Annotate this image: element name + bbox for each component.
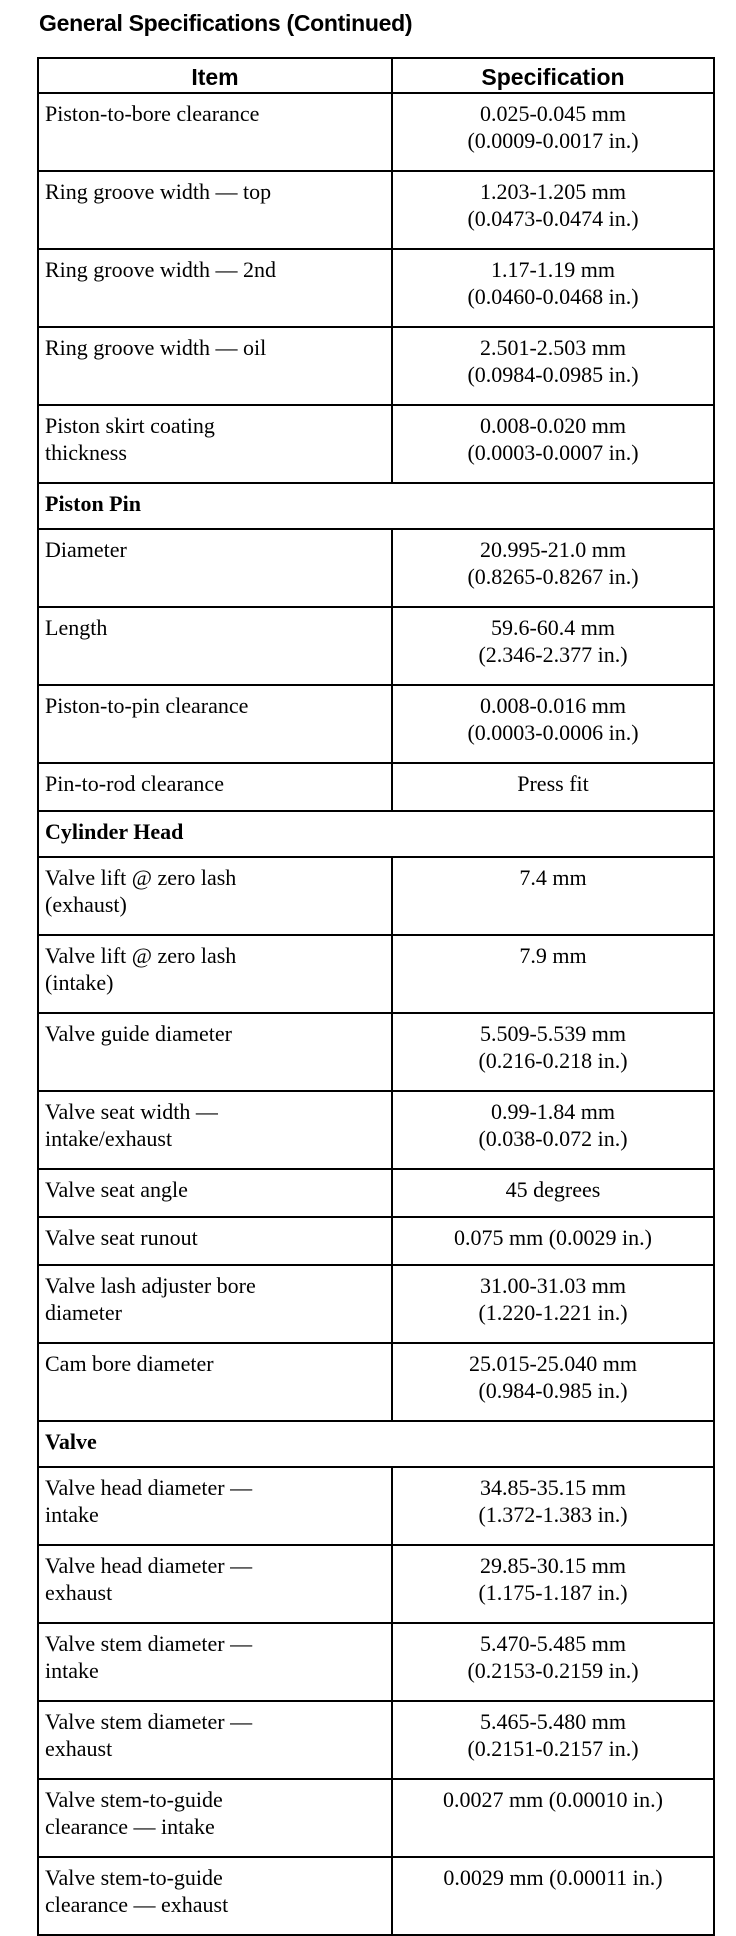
specification-cell (392, 1545, 714, 1623)
specification-cell-line: 1.17-1.19 mm (490, 257, 616, 282)
specification-cell (392, 935, 714, 1013)
specification-cell (392, 405, 714, 483)
specification-cell (392, 1091, 714, 1169)
item-cell-line: Valve lash adjuster bore (45, 1273, 256, 1298)
item-cell-line: Valve seat runout (45, 1225, 198, 1250)
item-cell (38, 935, 392, 1013)
item-cell (38, 1217, 392, 1265)
page-title: General Specifications (Continued) (39, 10, 413, 36)
item-cell (38, 405, 392, 483)
item-cell (38, 1013, 392, 1091)
table-row (38, 1623, 714, 1701)
specification-cell-line: (0.984-0.985 in.) (478, 1378, 628, 1403)
section-title: Valve (38, 1421, 714, 1467)
table-header-row (38, 58, 714, 93)
table-row (38, 1265, 714, 1343)
item-cell-line: Length (45, 615, 108, 640)
specification-cell-line: 0.025-0.045 mm (479, 101, 627, 126)
specification-cell-line: 29.85-30.15 mm (479, 1553, 627, 1578)
item-cell-line: Valve stem-to-guide (45, 1787, 223, 1812)
item-cell (38, 327, 392, 405)
specification-cell-line: 0.0027 mm (0.00010 in.) (443, 1787, 663, 1812)
section-title: Piston Pin (38, 483, 714, 529)
specification-cell-line: (0.0009-0.0017 in.) (467, 128, 639, 153)
item-cell (38, 1169, 392, 1217)
item-cell-line: Valve guide diameter (45, 1021, 232, 1046)
specification-cell-line: (0.2151-0.2157 in.) (467, 1736, 639, 1761)
specification-cell (392, 1857, 714, 1935)
table-row (38, 1779, 714, 1857)
specification-cell (392, 1265, 714, 1343)
specification-cell-line: (0.8265-0.8267 in.) (467, 564, 639, 589)
item-cell-line: (exhaust) (45, 892, 127, 917)
specification-cell-line: 20.995-21.0 mm (479, 537, 627, 562)
table-row (38, 857, 714, 935)
specification-cell-line: (0.0473-0.0474 in.) (467, 206, 639, 231)
specification-cell-line: 5.509-5.539 mm (479, 1021, 627, 1046)
specification-cell-line: 0.075 mm (0.0029 in.) (454, 1225, 652, 1250)
item-cell (38, 1467, 392, 1545)
item-cell-line: thickness (45, 440, 127, 465)
specification-cell (392, 93, 714, 171)
specification-cell-line: 7.9 mm (519, 943, 587, 968)
specification-cell-line: (0.038-0.072 in.) (478, 1126, 628, 1151)
specification-cell-line: Press fit (517, 771, 589, 796)
specification-cell-line: (2.346-2.377 in.) (478, 642, 628, 667)
specification-cell-line: 31.00-31.03 mm (479, 1273, 627, 1298)
table-row (38, 763, 714, 811)
item-cell-line: Valve stem diameter — (45, 1709, 253, 1734)
item-cell (38, 763, 392, 811)
table-row (38, 327, 714, 405)
specification-cell (392, 1467, 714, 1545)
item-cell-line: Valve stem-to-guide (45, 1865, 223, 1890)
specification-cell-line: 45 degrees (505, 1177, 601, 1202)
item-cell-line: Ring groove width — top (45, 179, 272, 204)
table-row (38, 405, 714, 483)
specification-cell-line: (0.0984-0.0985 in.) (467, 362, 639, 387)
specification-cell (392, 763, 714, 811)
specification-cell-line: 34.85-35.15 mm (479, 1475, 627, 1500)
item-cell-line: Ring groove width — oil (45, 335, 267, 360)
specification-cell (392, 1701, 714, 1779)
specification-cell (392, 857, 714, 935)
table-row (38, 607, 714, 685)
specification-cell (392, 1013, 714, 1091)
item-cell (38, 1545, 392, 1623)
item-cell (38, 529, 392, 607)
specification-cell-line: 7.4 mm (519, 865, 587, 890)
table-row (38, 1701, 714, 1779)
item-cell (38, 607, 392, 685)
specification-cell-line: (1.175-1.187 in.) (478, 1580, 628, 1605)
specification-cell-line: (0.0003-0.0006 in.) (467, 720, 639, 745)
specification-cell (392, 1343, 714, 1421)
item-cell-line: Piston-to-pin clearance (45, 693, 249, 718)
table-row (38, 1343, 714, 1421)
item-cell (38, 1701, 392, 1779)
item-cell (38, 1265, 392, 1343)
specification-cell (392, 171, 714, 249)
specification-cell (392, 327, 714, 405)
item-cell-line: exhaust (45, 1736, 113, 1761)
table-row (38, 1169, 714, 1217)
item-cell-line: exhaust (45, 1580, 113, 1605)
item-cell (38, 685, 392, 763)
item-cell-line: intake (45, 1658, 99, 1683)
item-cell-line: Cam bore diameter (45, 1351, 214, 1376)
item-cell (38, 1857, 392, 1935)
specification-cell-line: 2.501-2.503 mm (479, 335, 627, 360)
item-cell (38, 857, 392, 935)
item-cell (38, 171, 392, 249)
specifications-table (37, 57, 715, 1936)
specification-cell-line: (0.0460-0.0468 in.) (467, 284, 639, 309)
table-row (38, 529, 714, 607)
table-row (38, 1217, 714, 1265)
item-cell-line: Valve seat width — (45, 1099, 218, 1124)
specification-cell-line: (0.2153-0.2159 in.) (467, 1658, 639, 1683)
section-header-row (38, 483, 714, 529)
specification-cell-line: (0.216-0.218 in.) (478, 1048, 628, 1073)
table-row (38, 249, 714, 327)
table-row (38, 1545, 714, 1623)
specification-cell-line: 5.470-5.485 mm (479, 1631, 627, 1656)
specification-cell-line: 1.203-1.205 mm (479, 179, 627, 204)
item-cell-line: Piston-to-bore clearance (45, 101, 260, 126)
item-cell-line: Piston skirt coating (45, 413, 215, 438)
item-cell-line: Valve lift @ zero lash (45, 943, 237, 968)
item-cell-line: Valve seat angle (45, 1177, 188, 1202)
item-cell (38, 1091, 392, 1169)
specification-cell (392, 529, 714, 607)
specification-cell-line: 5.465-5.480 mm (479, 1709, 627, 1734)
specification-cell (392, 249, 714, 327)
item-cell-line: (intake) (45, 970, 114, 995)
section-header-row (38, 1421, 714, 1467)
item-cell-line: Valve head diameter — (45, 1475, 253, 1500)
item-cell (38, 1623, 392, 1701)
item-cell-line: clearance — exhaust (45, 1892, 229, 1917)
item-cell-line: intake (45, 1502, 99, 1527)
specification-cell-line: (0.0003-0.0007 in.) (467, 440, 639, 465)
item-cell-line: Ring groove width — 2nd (45, 257, 276, 282)
column-header-item: Item (38, 58, 392, 93)
specification-cell (392, 1217, 714, 1265)
table-row (38, 935, 714, 1013)
specification-cell-line: (1.220-1.221 in.) (478, 1300, 628, 1325)
item-cell-line: Pin-to-rod clearance (45, 771, 224, 796)
table-row (38, 1013, 714, 1091)
table-row (38, 1857, 714, 1935)
item-cell-line: clearance — intake (45, 1814, 215, 1839)
item-cell-line: Valve stem diameter — (45, 1631, 253, 1656)
specification-cell (392, 685, 714, 763)
item-cell (38, 249, 392, 327)
item-cell (38, 1343, 392, 1421)
table-row (38, 1091, 714, 1169)
column-header-specification: Specification (392, 58, 714, 93)
specification-cell (392, 1169, 714, 1217)
item-cell-line: Valve head diameter — (45, 1553, 253, 1578)
table-row (38, 93, 714, 171)
specification-cell-line: (1.372-1.383 in.) (478, 1502, 628, 1527)
item-cell-line: diameter (45, 1300, 122, 1325)
item-cell (38, 1779, 392, 1857)
section-title: Cylinder Head (38, 811, 714, 857)
specification-cell-line: 0.99-1.84 mm (490, 1099, 616, 1124)
specification-cell-line: 0.008-0.016 mm (479, 693, 627, 718)
item-cell (38, 93, 392, 171)
specification-cell-line: 25.015-25.040 mm (468, 1351, 638, 1376)
table-row (38, 685, 714, 763)
specification-cell-line: 0.008-0.020 mm (479, 413, 627, 438)
table-row (38, 1467, 714, 1545)
specification-cell-line: 0.0029 mm (0.00011 in.) (443, 1865, 663, 1890)
specification-cell (392, 607, 714, 685)
specification-cell (392, 1779, 714, 1857)
specification-cell (392, 1623, 714, 1701)
table-row (38, 171, 714, 249)
item-cell-line: intake/exhaust (45, 1126, 173, 1151)
item-cell-line: Diameter (45, 537, 127, 562)
specification-cell-line: 59.6-60.4 mm (490, 615, 616, 640)
item-cell-line: Valve lift @ zero lash (45, 865, 237, 890)
section-header-row (38, 811, 714, 857)
